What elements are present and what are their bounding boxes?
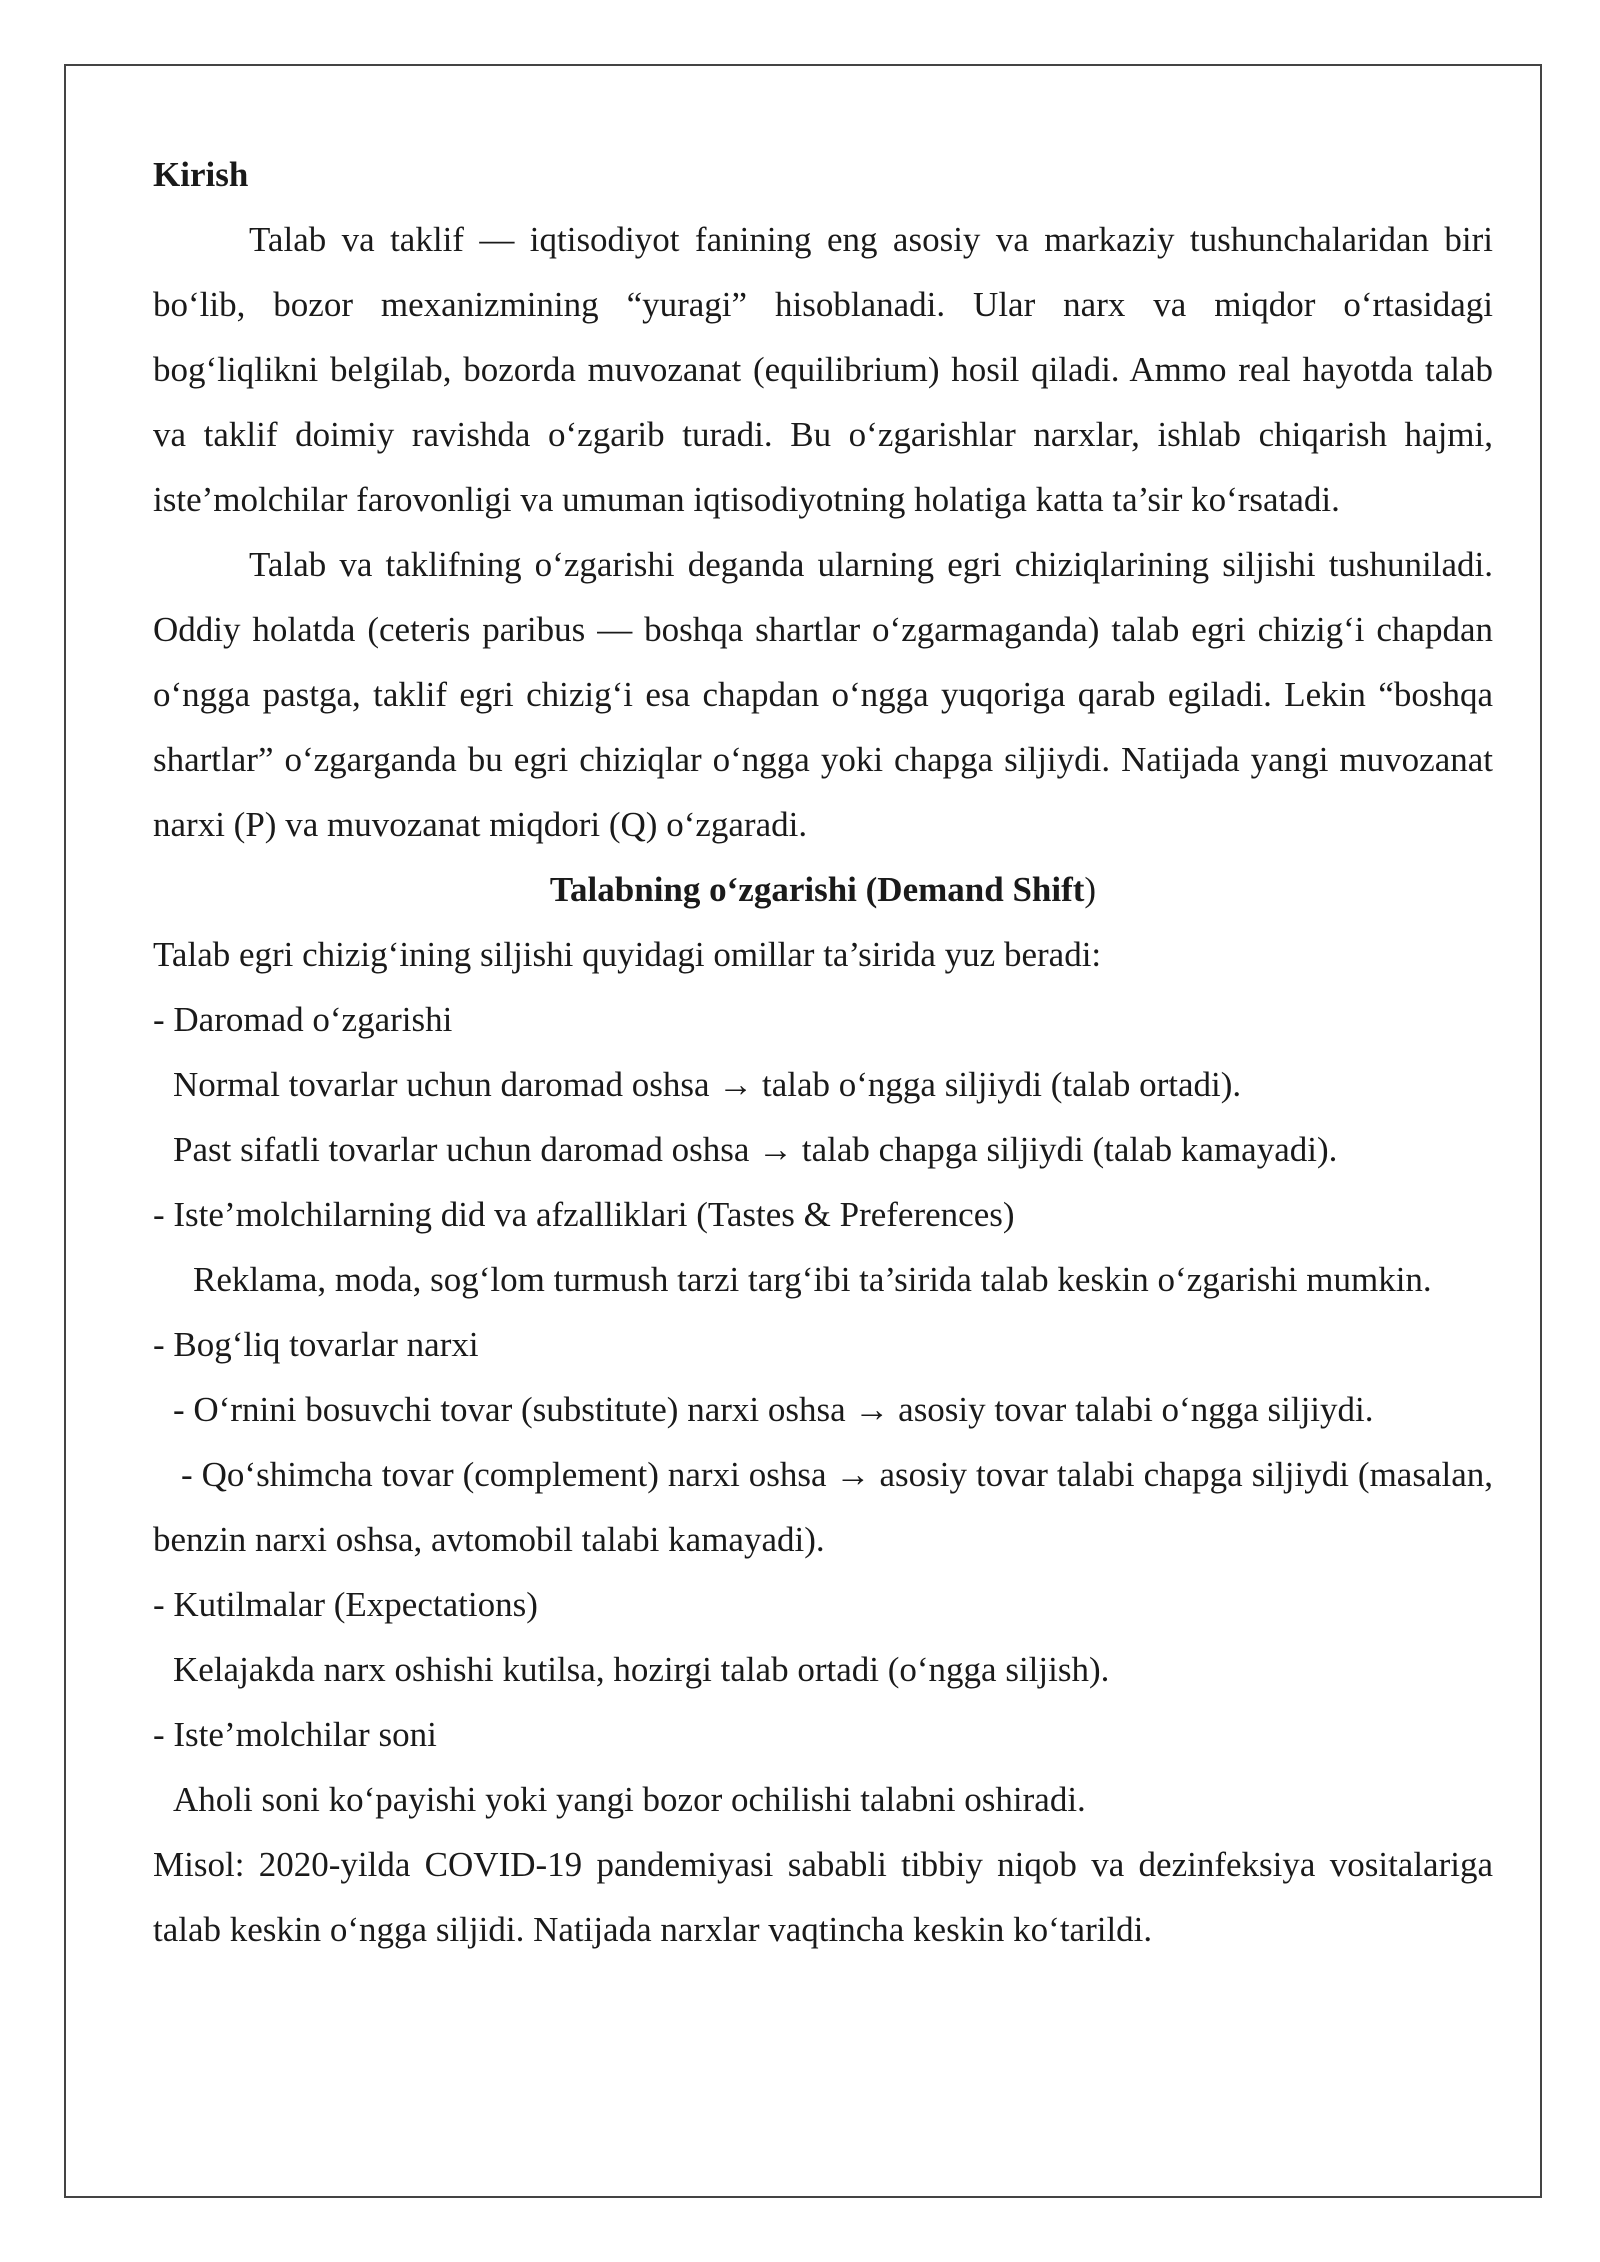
intro-paragraph-2: Talab va taklifning oʻzgarishi deganda ularning egri chiziqlarining siljishi tushuniladi. Oddiy holatda (ceteris paribus — boshqa shartlar oʻzgarmaganda) talab egri chizigʻi chapdan oʻngga pastga, taklif egri chizigʻi esa chapdan oʻngga yuqoriga qarab egiladi. Lekin “boshqa shartlar” oʻzgarganda bu egri chiziqlar oʻngga yoki chapga siljiydi. Natijada yangi muvozanat narxi (P) va muvozanat miqdori (Q) oʻzgaradi. bbox=[153, 545, 1493, 844]
example-paragraph: Misol: 2020-yilda COVID-19 pandemiyasi sababli tibbiy niqob va dezinfeksiya vositalariga talab keskin oʻngga siljidi. Natijada narxlar vaqtincha keskin koʻtarildi. bbox=[153, 1845, 1493, 1949]
tastes-text: Reklama, moda, sogʻlom turmush tarzi targʻibi ta’sirida talab keskin oʻzgarishi mumkin. bbox=[193, 1260, 1432, 1299]
demand-shift-heading-paren: ) bbox=[1084, 870, 1097, 909]
consumers-text: Aholi soni koʻpayishi yoki yangi bozor ochilishi talabni oshiradi. bbox=[173, 1780, 1086, 1819]
intro-paragraph-1: Talab va taklif — iqtisodiyot fanining eng asosiy va markaziy tushunchalaridan biri boʻlib, bozor mexanizmining “yuragi” hisoblanadi. Ular narx va miqdor oʻrtasidagi bogʻliqlikni belgilab, bozorda muvozanat (equilibrium) hosil qiladi. Ammo real hayotda talab va taklif doimiy ravishda oʻzgarib turadi. Bu oʻzgarishlar narxlar, ishlab chiqarish hajmi, iste’molchilar farovonligi va umuman iqtisodiyotning holatiga katta ta’sir koʻrsatadi. bbox=[153, 220, 1493, 519]
expectations-title: - Kutilmalar (Expectations) bbox=[153, 1585, 538, 1624]
demand-shift-heading bbox=[153, 857, 1493, 922]
document-body bbox=[153, 142, 1493, 1962]
related-substitute: - Oʻrnini bosuvchi tovar (substitute) narxi oshsa → asosiy tovar talabi oʻngga siljiydi. bbox=[173, 1390, 1374, 1429]
income-normal-goods: Normal tovarlar uchun daromad oshsa → talab oʻngga siljiydi (talab ortadi). bbox=[173, 1065, 1242, 1104]
expectations-text: Kelajakda narx oshishi kutilsa, hozirgi talab ortadi (oʻngga siljish). bbox=[173, 1650, 1110, 1689]
related-complement: - Qoʻshimcha tovar (complement) narxi oshsa → asosiy tovar talabi chapga siljiydi (masalan, benzin narxi oshsa, avtomobil talabi kamayadi). bbox=[153, 1455, 1493, 1559]
intro-heading: Kirish bbox=[153, 155, 249, 194]
income-inferior-goods: Past sifatli tovarlar uchun daromad oshsa → talab chapga siljiydi (talab kamayadi). bbox=[173, 1130, 1338, 1169]
tastes-title: - Iste’molchilarning did va afzalliklari (Tastes & Preferences) bbox=[153, 1195, 1015, 1234]
income-title: - Daromad oʻzgarishi bbox=[153, 1000, 453, 1039]
demand-shift-lead: Talab egri chizigʻining siljishi quyidagi omillar ta’sirida yuz beradi: bbox=[153, 935, 1102, 974]
consumers-title: - Iste’molchilar soni bbox=[153, 1715, 437, 1754]
related-goods-title: - Bogʻliq tovarlar narxi bbox=[153, 1325, 479, 1364]
demand-shift-heading-text: Talabning oʻzgarishi (Demand Shift bbox=[549, 870, 1085, 909]
